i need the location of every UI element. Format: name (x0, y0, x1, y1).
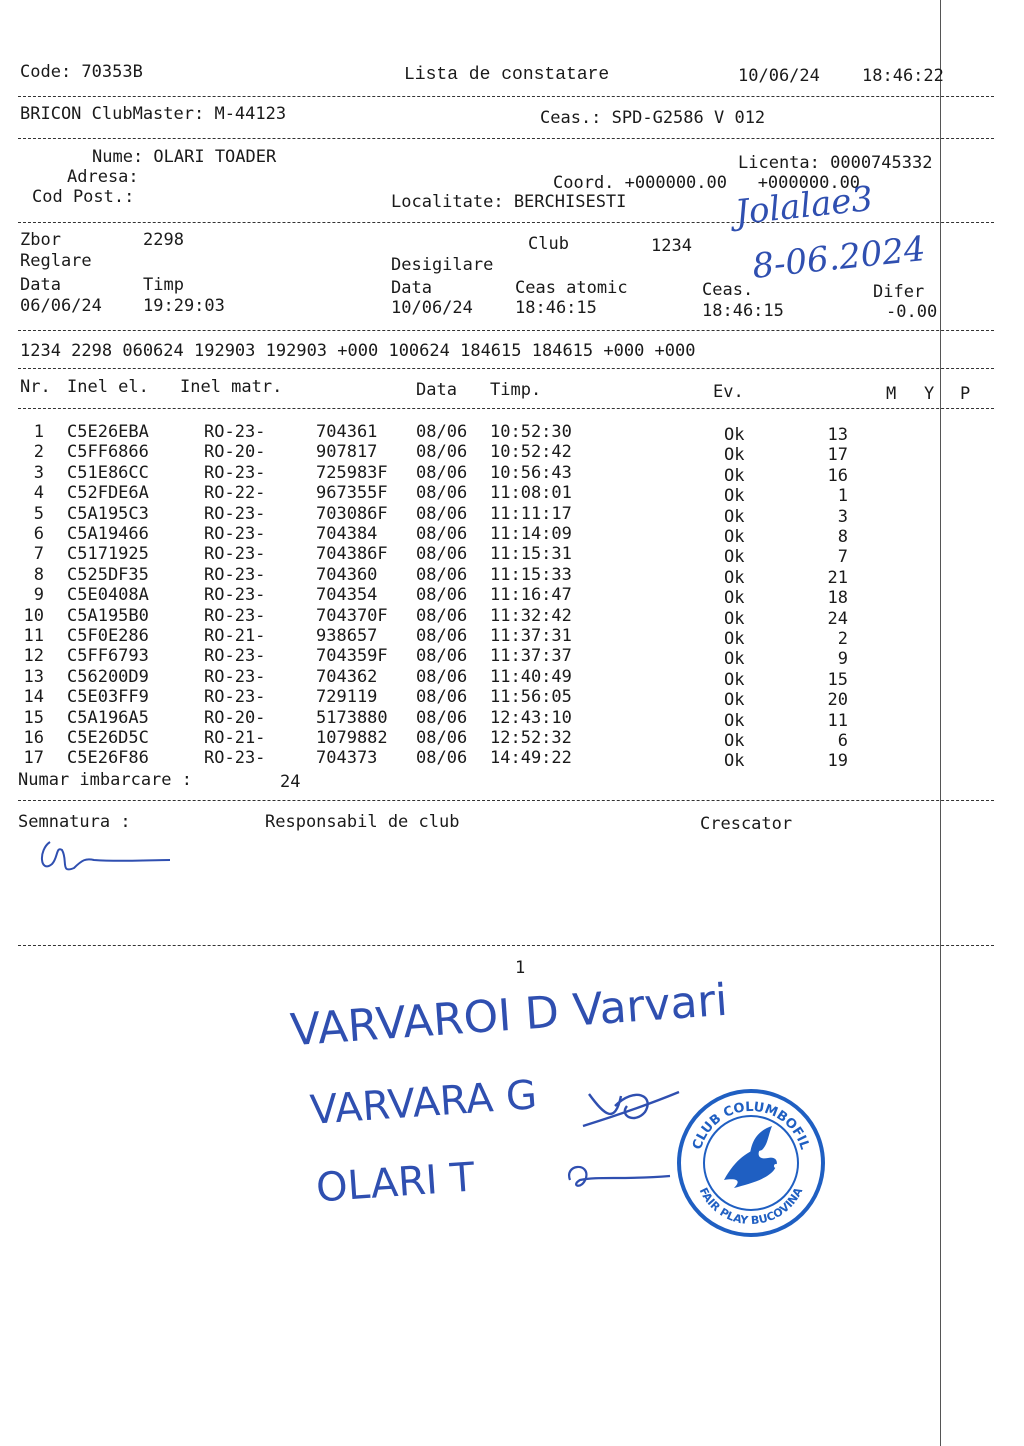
col-p: P (960, 384, 971, 404)
locality: Localitate: BERCHISESTI (391, 192, 627, 212)
clubmaster-label: BRICON ClubMaster: M-44123 (20, 104, 287, 124)
cell-el: C5A195C3 (67, 503, 149, 524)
table-row (0, 524, 940, 547)
divider (18, 368, 994, 369)
cell-matr: 5173880 (316, 707, 388, 728)
table-row (0, 544, 940, 568)
cell-pre: RO-22- (204, 483, 266, 504)
cell-pre: RO-23- (204, 564, 266, 585)
licenta: Licenta: 0000745332 (738, 153, 933, 173)
cell-el: C56200D9 (67, 666, 149, 687)
reglare-timp-label: Timp (143, 275, 184, 295)
cell-data: 08/06 (416, 605, 468, 626)
cell-ev: Ok (724, 567, 745, 588)
cell-nr: 7 (33, 544, 44, 565)
table-row (0, 564, 940, 588)
cell-data: 08/06 (416, 728, 468, 748)
table-row (0, 748, 940, 772)
club-stamp (676, 1088, 826, 1238)
divider (18, 138, 994, 139)
cell-nr: 17 (23, 748, 44, 769)
code-label: Code: 70353B (20, 62, 143, 82)
cell-pre: RO-20- (204, 707, 266, 728)
cell-nr: 2 (33, 442, 44, 463)
numar-imbarcare-label: Numar imbarcare : (18, 770, 192, 790)
club-signature (30, 830, 180, 880)
stamp-top-text: CLUB COLUMBOFIL (690, 1099, 812, 1152)
cell-ev: Ok (724, 425, 745, 445)
cell-nr: 14 (23, 687, 44, 708)
zbor-label: Zbor (20, 230, 61, 250)
cell-timp: 10:52:42 (490, 442, 572, 463)
cell-matr: 1079882 (316, 728, 388, 748)
cell-ev: Ok (724, 649, 745, 670)
table-row (0, 483, 940, 507)
owner-name: Nume: OLARI TOADER (92, 147, 277, 167)
responsabil-label: Responsabil de club (265, 812, 460, 832)
cell-el: C5E26F86 (67, 748, 149, 769)
cell-ev: Ok (724, 506, 745, 527)
cell-el: C5FF6866 (67, 442, 149, 463)
cell-matr: 704384 (316, 524, 378, 544)
cell-nr: 9 (33, 585, 44, 606)
difer-value: -0.00 (886, 302, 938, 322)
ceas-value: 18:46:15 (702, 301, 784, 321)
table-row (0, 585, 940, 609)
reglare-label: Reglare (20, 251, 92, 271)
cell-nr: 3 (33, 462, 44, 483)
handwritten-date: 8-06.2024 (750, 229, 928, 287)
cell-el: C5E03FF9 (67, 687, 149, 708)
cell-matr: 725983F (316, 462, 388, 483)
cell-nr: 6 (33, 524, 44, 544)
cell-pos: 3 (837, 506, 848, 527)
difer-label: Difer (873, 282, 925, 302)
table-row (0, 626, 940, 649)
col-data: Data (416, 380, 457, 400)
cell-pre: RO-21- (204, 626, 266, 646)
reglare-timp: 19:29:03 (143, 296, 225, 316)
crescator-label: Crescator (700, 814, 793, 834)
cell-nr: 12 (23, 646, 44, 667)
cell-ev: Ok (724, 690, 745, 711)
cell-el: C5F0E286 (67, 626, 149, 646)
cell-nr: 5 (33, 503, 44, 524)
cell-data: 08/06 (416, 524, 468, 544)
cell-timp: 11:56:05 (490, 687, 572, 708)
col-y: Y (924, 384, 935, 404)
cell-pos: 16 (827, 465, 848, 486)
cell-pos: 13 (827, 425, 848, 445)
cell-pos: 24 (827, 608, 848, 629)
cell-nr: 10 (23, 605, 44, 626)
table-row (0, 462, 940, 486)
cell-pos: 20 (827, 690, 848, 711)
cell-el: C5171925 (67, 544, 149, 565)
cell-ev: Ok (724, 629, 745, 649)
cell-pre: RO-23- (204, 585, 266, 606)
cell-matr: 704386F (316, 544, 388, 565)
cell-data: 08/06 (416, 564, 468, 585)
table-row (0, 605, 940, 629)
cell-data: 08/06 (416, 462, 468, 483)
handwritten-scribble (575, 1076, 685, 1136)
cell-pos: 17 (827, 445, 848, 466)
cell-ev: Ok (724, 588, 745, 609)
cell-el: C5E26EBA (67, 422, 149, 442)
cell-el: C5FF6793 (67, 646, 149, 667)
cell-ev: Ok (724, 710, 745, 731)
cell-timp: 11:16:47 (490, 585, 572, 606)
cell-ev: Ok (724, 751, 745, 772)
cell-timp: 10:56:43 (490, 462, 572, 483)
cell-ev: Ok (724, 465, 745, 486)
cell-el: C5A196A5 (67, 707, 149, 728)
ceas-label: Ceas. (702, 280, 754, 300)
cell-timp: 11:37:31 (490, 626, 572, 646)
cell-ev: Ok (724, 731, 745, 751)
cell-timp: 11:14:09 (490, 524, 572, 544)
document-title: Lista de constatare (404, 65, 610, 85)
club-value: 1234 (651, 236, 692, 256)
cell-timp: 12:52:32 (490, 728, 572, 748)
cell-timp: 11:40:49 (490, 666, 572, 687)
cell-pos: 15 (827, 669, 848, 690)
coordinates: Coord. +000000.00 +000000.00 (553, 173, 861, 193)
cell-matr: 907817 (316, 442, 378, 463)
header-time: 18:46:22 (862, 66, 944, 86)
col-nr: Nr. (20, 377, 51, 397)
cell-ev: Ok (724, 486, 745, 507)
table-row (0, 646, 940, 670)
cell-nr: 16 (23, 728, 44, 748)
table-row (0, 442, 940, 466)
cell-pos: 11 (827, 710, 848, 731)
divider (18, 330, 994, 331)
col-inel-el: Inel el. (67, 377, 149, 397)
cell-timp: 12:43:10 (490, 707, 572, 728)
cell-timp: 11:15:31 (490, 544, 572, 565)
cell-pos: 2 (837, 629, 848, 649)
table-row (0, 503, 940, 527)
page-fold-line (940, 0, 941, 1446)
code-line: 1234 2298 060624 192903 192903 +000 100624 184615 184615 +000 +000 (20, 341, 696, 361)
divider (18, 408, 994, 409)
handwritten-signature (560, 1150, 680, 1200)
cell-pre: RO-23- (204, 687, 266, 708)
cell-data: 08/06 (416, 422, 468, 442)
cell-timp: 11:15:33 (490, 564, 572, 585)
cell-pos: 9 (837, 649, 848, 670)
cell-data: 08/06 (416, 626, 468, 646)
cell-data: 08/06 (416, 503, 468, 524)
cell-matr: 704360 (316, 564, 378, 585)
cell-timp: 14:49:22 (490, 748, 572, 769)
stamp-bottom-text: FAIR PLAY BUCOVINA (696, 1185, 806, 1228)
cell-pre: RO-23- (204, 544, 266, 565)
semnatura-label: Semnatura : (18, 812, 131, 832)
postal-code: Cod Post.: (32, 187, 135, 207)
col-m: M (886, 384, 897, 404)
cell-pos: 6 (837, 731, 848, 751)
cell-pre: RO-21- (204, 728, 266, 748)
col-ev: Ev. (713, 382, 744, 402)
cell-pre: RO-23- (204, 503, 266, 524)
header-date: 10/06/24 (738, 66, 820, 86)
cell-data: 08/06 (416, 707, 468, 728)
divider (18, 96, 994, 97)
cell-matr: 704370F (316, 605, 388, 626)
cell-matr: 967355F (316, 483, 388, 504)
cell-el: C52FDE6A (67, 483, 149, 504)
divider (18, 945, 994, 946)
desigilare-label: Desigilare (391, 255, 494, 275)
cell-timp: 10:52:30 (490, 422, 572, 442)
cell-ev: Ok (724, 445, 745, 466)
divider (18, 800, 994, 801)
cell-el: C525DF35 (67, 564, 149, 585)
cell-matr: 704373 (316, 748, 378, 769)
cell-pos: 21 (827, 567, 848, 588)
cell-data: 08/06 (416, 646, 468, 667)
reglare-data-label: Data (20, 275, 61, 295)
cell-el: C5A195B0 (67, 605, 149, 626)
handwritten-line-1: VARVAROI D Varvari (288, 974, 730, 1057)
cell-timp: 11:32:42 (490, 605, 572, 626)
ceas-atomic-value: 18:46:15 (515, 298, 597, 318)
cell-ev: Ok (724, 669, 745, 690)
cell-timp: 11:08:01 (490, 483, 572, 504)
club-label: Club (528, 234, 569, 254)
table-row (0, 728, 940, 751)
cell-matr: 704359F (316, 646, 388, 667)
cell-matr: 938657 (316, 626, 378, 646)
cell-el: C5E26D5C (67, 728, 149, 748)
cell-nr: 4 (33, 483, 44, 504)
page-number: 1 (515, 958, 526, 978)
table-row (0, 687, 940, 711)
ceas-atomic-label: Ceas atomic (515, 278, 628, 298)
cell-el: C5A19466 (67, 524, 149, 544)
divider (18, 222, 994, 223)
desigilare-data: 10/06/24 (391, 298, 473, 318)
cell-data: 08/06 (416, 442, 468, 463)
cell-data: 08/06 (416, 483, 468, 504)
cell-pre: RO-20- (204, 442, 266, 463)
cell-data: 08/06 (416, 687, 468, 708)
cell-nr: 11 (23, 626, 44, 646)
cell-pos: 8 (837, 527, 848, 547)
zbor-value: 2298 (143, 230, 184, 250)
handwritten-line-3: OLARI T (314, 1154, 477, 1212)
cell-nr: 15 (23, 707, 44, 728)
cell-pos: 1 (837, 486, 848, 507)
cell-pre: RO-23- (204, 666, 266, 687)
pigeon-icon (724, 1126, 778, 1188)
table-row (0, 666, 940, 690)
cell-data: 08/06 (416, 748, 468, 769)
cell-nr: 1 (33, 422, 44, 442)
col-inel-matr: Inel matr. (180, 377, 283, 397)
numar-imbarcare-value: 24 (280, 772, 301, 792)
cell-pre: RO-23- (204, 605, 266, 626)
cell-matr: 704362 (316, 666, 378, 687)
reglare-data: 06/06/24 (20, 296, 102, 316)
cell-data: 08/06 (416, 544, 468, 565)
cell-matr: 703086F (316, 503, 388, 524)
cell-nr: 13 (23, 666, 44, 687)
cell-matr: 704354 (316, 585, 378, 606)
cell-timp: 11:37:37 (490, 646, 572, 667)
cell-ev: Ok (724, 608, 745, 629)
col-timp: Timp. (490, 380, 542, 400)
cell-pre: RO-23- (204, 748, 266, 769)
table-row (0, 422, 940, 445)
cell-pre: RO-23- (204, 524, 266, 544)
table-row (0, 707, 940, 731)
cell-pre: RO-23- (204, 422, 266, 442)
cell-data: 08/06 (416, 585, 468, 606)
cell-data: 08/06 (416, 666, 468, 687)
cell-pre: RO-23- (204, 462, 266, 483)
handwritten-name: Jolalae3 (733, 178, 875, 234)
handwritten-line-2: VARVARA G (308, 1072, 539, 1134)
cell-matr: 704361 (316, 422, 378, 442)
cell-matr: 729119 (316, 687, 378, 708)
cell-pre: RO-23- (204, 646, 266, 667)
cell-el: C5E0408A (67, 585, 149, 606)
cell-el: C51E86CC (67, 462, 149, 483)
ceas-device: Ceas.: SPD-G2586 V 012 (540, 108, 766, 128)
owner-address: Adresa: (67, 167, 139, 187)
desigilare-data-label: Data (391, 278, 432, 298)
cell-ev: Ok (724, 547, 745, 568)
cell-pos: 18 (827, 588, 848, 609)
cell-pos: 7 (837, 547, 848, 568)
cell-timp: 11:11:17 (490, 503, 572, 524)
cell-ev: Ok (724, 527, 745, 547)
cell-nr: 8 (33, 564, 44, 585)
cell-pos: 19 (827, 751, 848, 772)
